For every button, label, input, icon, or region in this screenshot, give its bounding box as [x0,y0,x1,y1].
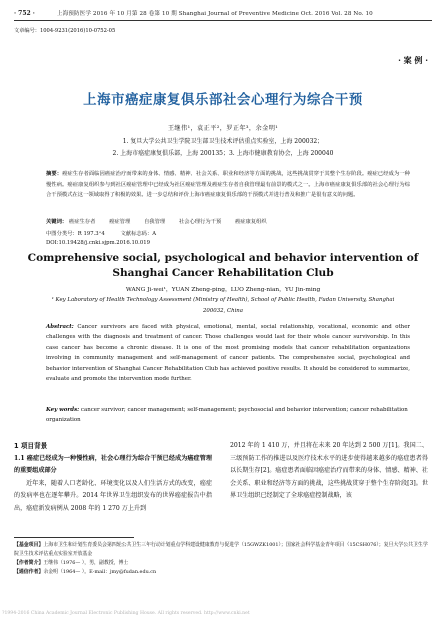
abstract-english [46,322,410,384]
keywords-english-label: Key words: [46,407,80,413]
abstract-english-text: Cancer survivors are faced with physical, emotional, mental, social relationship, vocational, economic and other challenges with the diagnosis and treatment of cancer. Those challenges would last for their whole cancer survivorship. In this case cancer has become a chronic disease. It is one of the most promising models that cancer rehabilitation organizations involving in community management and self-management of cancer patients. The comprehensive social, psychological and behavior intervention of Shanghai Cancer Rehabilitation Club has achieved positive results. It should be considered to summarize, evaluate and promote the intervention mode further. [46,324,411,383]
abstract-chinese [46,169,410,201]
footnote-text: 上海市卫生和计划生育委员会第四轮公共卫生三年行动计划重点学科建设健康教育与促进学（15GWZK1001）；国家社会科学基金青年项目（15CSH076）；复旦大学公共卫生学院卫生技术评估重点实验室开放基金 [14,542,428,557]
body-column-left [14,440,212,516]
footnote-label: 【作者简介】 [14,560,44,566]
affiliation-english: ¹ Key Laboratory of Health Technology Assessment (Ministry of Health), School of Public Health, Fudan University, Shanghai 200032, China [51,297,395,314]
document-code: 文献标志码：A [120,231,157,237]
footnote-author [14,559,432,568]
keyword-chinese: 癌症生存者 [68,219,96,225]
keyword-chinese: 社会心理行为干预 [178,219,222,225]
footnote-correspondence [14,568,432,577]
doi: DOI:10.19428/j.cnki.sjpm.2016.10.019 [46,240,150,246]
authors-chinese: 王继伟¹，袁正平²，罗正年³，余金明¹ [167,125,279,132]
classification [46,229,170,237]
footnote-funding [14,541,432,559]
title-chinese: 上海市癌症康复俱乐部社会心理行为综合干预 [83,93,363,108]
column-label: · 案 例 · [398,55,428,65]
subsection-heading: 1.1 癌症已经成为一种慢性病，社会心理行为综合干预已经成为癌症管理的重要组成部分 [14,454,212,475]
running-header [14,7,432,19]
footnote-text: 余金明（1964— ）。E-mail：jmy@fudan.edu.cn [43,569,157,575]
running-title: 上海预防医学 2016 年 10 月第 28 卷第 10 期 Shanghai Journal of Preventive Medicine Oct. 2016 Vol. 28 No. 10 [56,11,373,17]
keywords-english [46,405,410,426]
footnotes [14,541,432,577]
abstract-chinese-label: 摘要： [46,171,63,177]
authors-english: WANG Ji-wei¹，YUAN Zheng-ping，LUO Zheng-nian，YU Jin-ming [125,287,321,293]
keywords-chinese-label: 关键词： [46,219,68,225]
footnote-label: 【基金项目】 [14,542,44,548]
section-heading: 1 项目背景 [14,442,48,450]
abstract-chinese-text: 癌症生存者面临因癌症治疗而带来的身体、情感、精神、社会关系、职业和经济等方面的挑战，这些挑战贯穿于其整个生存阶段。癌症已经成为一种慢性病。癌症康复组织参与到社区癌症管理中已经成为社区癌症管理及癌症生存者自我管理最有前景的模式之一。上海市癌症康复俱乐部的社会心理行为综合干预模式在这一领域取得了积极的效果。进一步总结和评价上海市癌症康复俱乐部的干预模式并进行普及和推广是很有意义的问题。 [46,171,410,199]
keyword-chinese: 癌症管理 [109,219,131,225]
keyword-chinese: 自我管理 [143,219,166,225]
body-column-right [230,440,428,503]
keywords-english-text: cancer survivor; cancer management; self-management; psychosocial and behavior intervention; cancer rehabilitation organization [46,407,408,424]
footnote-rule [14,537,134,538]
article-ids: 文章编号：1004-9231(2016)10-0752-05 [14,28,116,34]
keywords-chinese [46,217,410,225]
keyword-chinese: 癌症康复组织 [234,219,267,225]
affiliation-chinese-1: 1. 复旦大学公共卫生学院卫生部卫生技术评估重点实验室，上海 200032； [122,138,324,145]
footnote-text: 王继伟（1976— ），男，副教授，博士 [43,560,129,566]
copyright-watermark: ?1994-2016 China Academic Journal Electronic Publishing House. All rights reserved. http://www.cnki.net [2,611,250,616]
affiliation-chinese-2: 2. 上海市癌症康复俱乐部，上海 200135；3. 上海市健康教育协会，上海 200040 [112,150,334,157]
clc-number: 中图分类号：R 197.3⁺4 [46,231,105,237]
header-rule [14,20,432,21]
title-english: Comprehensive social, psychological and behavior intervention of Shanghai Cancer Rehabilitation Club [27,252,419,279]
body-paragraph: 2012 年的 1 410 万，并且将在未来 20 年达到 2 500 万[1]。我国二、三级预防工作的推进以及医疗技术水平的进步使得越来越多的癌症患者得以长期生存[2]。癌症患者面临因癌症治疗而带来的身体、情感、精神、社会关系、职业和经济等方面的挑战，这些挑战贯穿于整个生存阶段[3]。世界卫生组织已经制定了全球癌症控制战略，该 [230,442,428,500]
page-number: · 752 · [14,9,35,17]
footnote-label: 【通信作者】 [14,569,44,575]
abstract-english-label: Abstract: [46,324,74,330]
body-paragraph: 近年来，随着人口老龄化、环境变化以及人们生活方式的改变，癌症的发病率也在逐年攀升。2014 年世界卫生组织发布的世界癌症报告中指出，癌症新发病例从 2008 年的 1 270 万上升到 [14,479,212,512]
